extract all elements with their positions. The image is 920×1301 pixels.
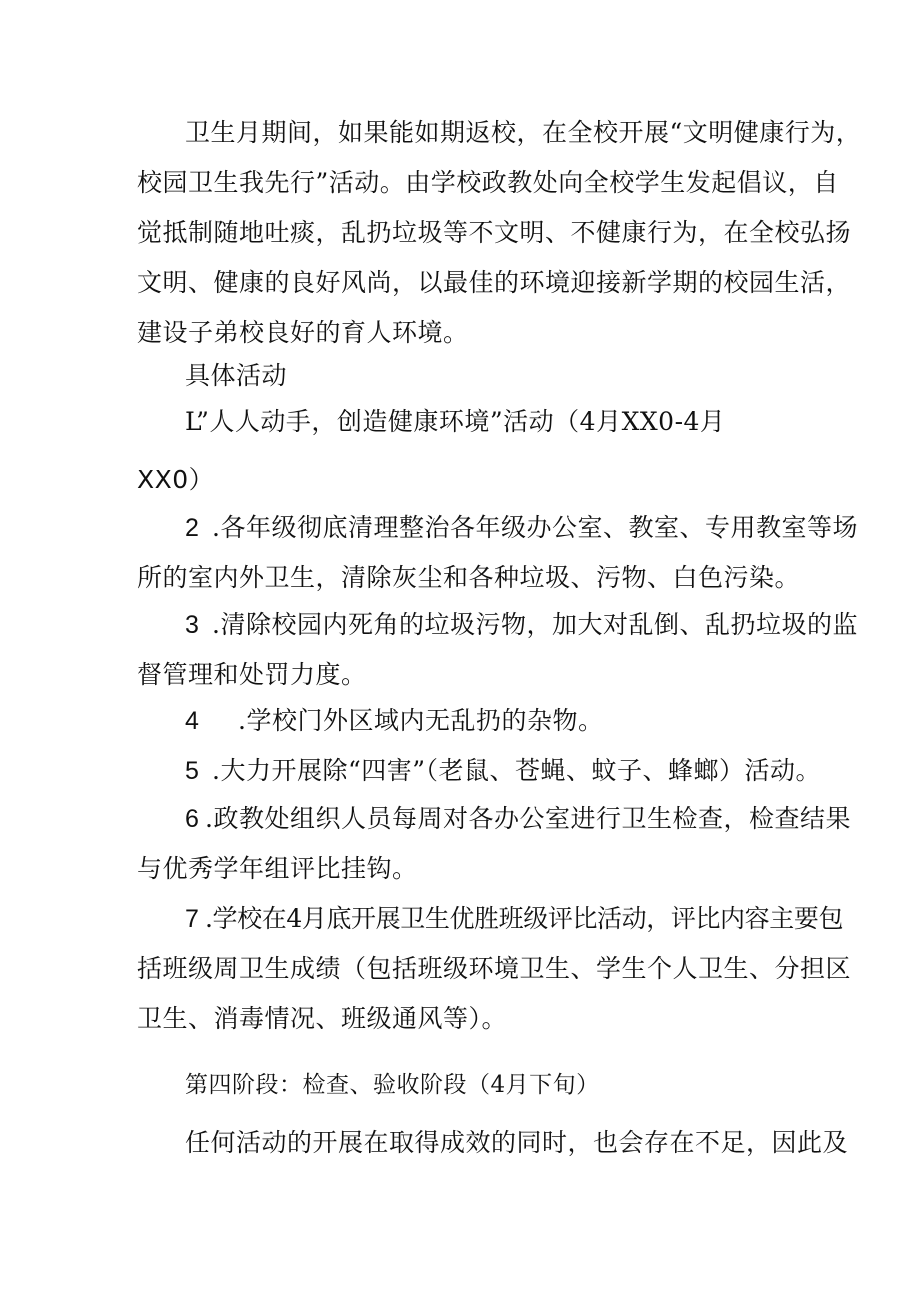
item-7-line-2: 括班级周卫生成绩（包括班级环境卫生、学生个人卫生、分担区: [137, 954, 852, 983]
heading-stage-4: 第四阶段：检查、验收阶段（4月下旬）: [185, 1072, 600, 1098]
paragraph-last-line-1: 任何活动的开展在取得成效的同时，也会存在不足，因此及: [185, 1128, 849, 1157]
item-5-number: 5: [185, 757, 200, 785]
paragraph-1-line-1: 卫生月期间，如果能如期返校，在全校开展“文明健康行为，: [185, 118, 862, 147]
item-2-number: 2: [185, 514, 200, 542]
item-4-number: 4: [185, 707, 200, 735]
paragraph-1-line-4: 文明、健康的良好风尚，以最佳的环境迎接新学期的校园生活，: [137, 268, 852, 297]
item-5-line-1: .大力开展除“四害”（老鼠、苍蝇、蚊子、蜂螂）活动。: [212, 756, 822, 785]
item-3-line-1: .清除校园内死角的垃圾污物，加大对乱倒、乱扔垃圾的监: [212, 610, 858, 639]
item-1-line-1: L”人人动手，创造健康环境”活动（4月XX0-4月: [185, 407, 726, 436]
item-3: [185, 610, 858, 640]
item-2-line-2: 所的室内外卫生，清除灰尘和各种垃圾、污物、白色污染。: [137, 563, 801, 592]
item-5: [185, 756, 821, 786]
paragraph-1-line-3: 觉抵制随地吐痰，乱扔垃圾等不文明、不健康行为，在全校弘扬: [137, 218, 852, 247]
item-6-line-1: .政教处组织人员每周对各办公室进行卫生检查，检查结果: [205, 804, 851, 833]
paragraph-1-line-2: 校园卫生我先行”活动。由学校政教处向全校学生发起倡议，自: [137, 168, 839, 197]
item-7-line-1: .学校在4月底开展卫生优胜班级评比活动，评比内容主要包: [205, 904, 844, 933]
item-3-line-2: 督管理和处罚力度。: [137, 660, 367, 689]
item-7-number: 7: [185, 905, 199, 933]
item-7: [185, 904, 843, 934]
item-4-line-1: .学校门外区域内无乱扔的杂物。: [238, 706, 604, 735]
item-3-number: 3: [185, 611, 200, 639]
item-2-line-1: .各年级彻底清理整治各年级办公室、教室、专用教室等场: [212, 513, 858, 542]
heading-activities: 具体活动: [185, 361, 288, 390]
item-4: [185, 706, 603, 736]
item-1-line-2: XX0）: [137, 465, 215, 494]
paragraph-1-line-5: 建设子弟校良好的育人环境。: [137, 318, 469, 347]
item-6-line-2: 与优秀学年组评比挂钩。: [137, 854, 418, 883]
item-2: [185, 513, 858, 543]
item-7-line-3: 卫生、消毒情况、班级通风等）。: [137, 1004, 508, 1033]
item-6-number: 6: [185, 805, 200, 833]
item-6: [185, 804, 851, 834]
